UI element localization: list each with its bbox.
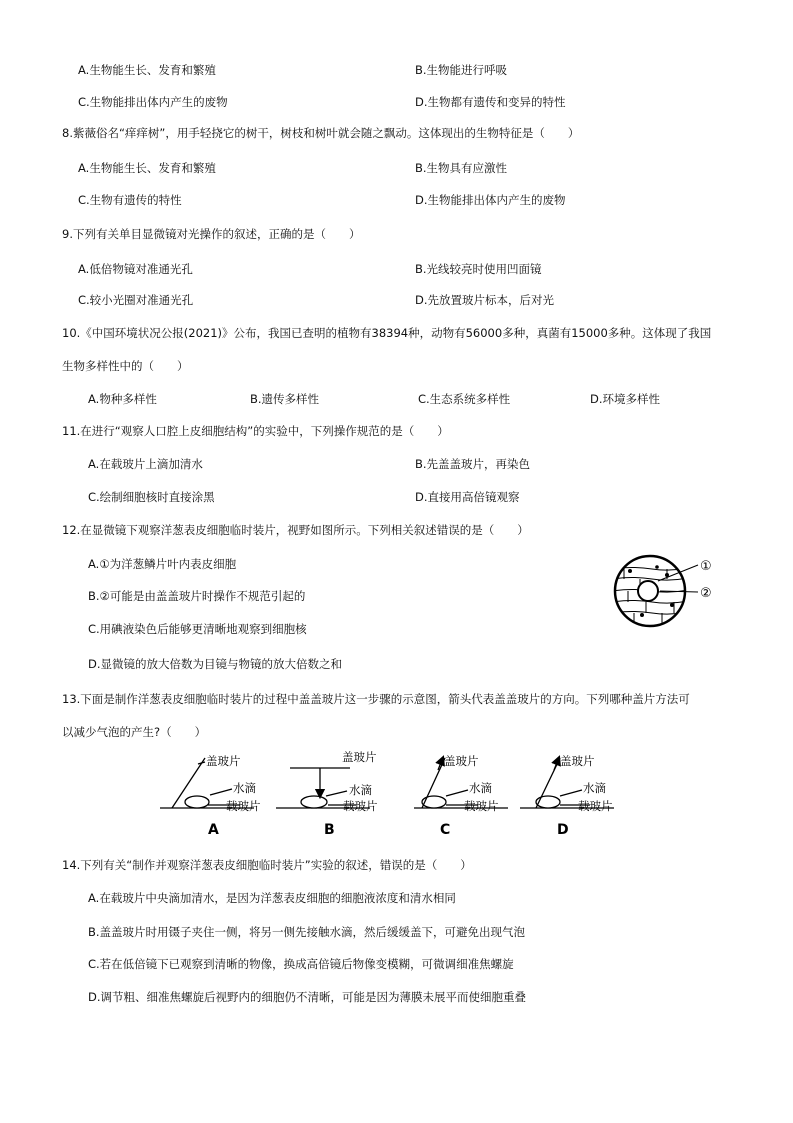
- q13-choice-c: C: [440, 822, 451, 838]
- q12-label-1: ①: [700, 559, 712, 574]
- air-bubble: [638, 581, 658, 601]
- q13-choice-d: D: [557, 822, 569, 838]
- q13-d-slide-label: 载玻片: [578, 799, 613, 813]
- q13-stem-line1: 13.下面是制作洋葱表皮细胞临时装片的过程中盖盖玻片这一步骤的示意图，箭头代表盖盖玻片的方向。下列哪种盖片方法可: [62, 692, 690, 706]
- q13-b-cover-label: 盖玻片: [342, 750, 377, 764]
- q9-option-c: C.较小光圈对准通光孔: [78, 293, 194, 307]
- q7-option-b: B.生物能进行呼吸: [415, 63, 508, 77]
- q10-stem-line2: 生物多样性中的（ ）: [62, 359, 189, 373]
- q10-option-c: C.生态系统多样性: [418, 392, 511, 406]
- q13-d-drop-label: 水滴: [583, 781, 606, 795]
- q7-option-d: D.生物都有遗传和变异的特性: [415, 95, 566, 109]
- q11-option-d: D.直接用高倍镜观察: [415, 490, 520, 504]
- q12-microscope-view-figure: [612, 545, 722, 645]
- q12-label-2: ②: [700, 586, 712, 601]
- q13-choice-b: B: [324, 822, 335, 838]
- q10-option-b: B.遗传多样性: [250, 392, 320, 406]
- q13-c-drop-label: 水滴: [469, 781, 492, 795]
- q7-option-a: A.生物能生长、发育和繁殖: [78, 63, 216, 77]
- q9-stem: 9.下列有关单目显微镜对光操作的叙述，正确的是（ ）: [62, 227, 361, 241]
- q14-option-c: C.若在低倍镜下已观察到清晰的物像，换成高倍镜后物像变模糊，可微调细准焦螺旋: [88, 957, 514, 971]
- q13-stem-line2: 以减少气泡的产生?（ ）: [62, 725, 207, 739]
- q10-option-a: A.物种多样性: [88, 392, 157, 406]
- q14-option-b: B.盖盖玻片时用镊子夹住一侧，将另一侧先接触水滴，然后缓缓盖下，可避免出现气泡: [88, 925, 526, 939]
- q13-a-cover-label: 盖玻片: [206, 754, 241, 768]
- q12-option-d: D.显微镜的放大倍数为目镜与物镜的放大倍数之和: [88, 657, 343, 671]
- q14-option-d: D.调节粗、细准焦螺旋后视野内的细胞仍不清晰，可能是因为薄膜未展平而使细胞重叠: [88, 990, 527, 1004]
- q13-c-cover-label: 盖玻片: [444, 754, 479, 768]
- q12-stem: 12.在显微镜下观察洋葱表皮细胞临时装片，视野如图所示。下列相关叙述错误的是（ ）: [62, 523, 529, 537]
- q13-c-slide-label: 载玻片: [464, 799, 499, 813]
- q13-a-slide-label: 载玻片: [226, 799, 261, 813]
- q13-cover-slip-diagram: [150, 748, 630, 840]
- q12-option-b: B.②可能是由盖盖玻片时操作不规范引起的: [88, 589, 306, 603]
- q11-stem: 11.在进行“观察人口腔上皮细胞结构”的实验中，下列操作规范的是（ ）: [62, 424, 449, 438]
- q14-stem: 14.下列有关“制作并观察洋葱表皮细胞临时装片”实验的叙述，错误的是（ ）: [62, 858, 472, 872]
- q8-option-c: C.生物有遗传的特性: [78, 193, 182, 207]
- q13-b-slide-label: 载玻片: [343, 799, 378, 813]
- q8-option-d: D.生物能排出体内产生的废物: [415, 193, 566, 207]
- q8-option-a: A.生物能生长、发育和繁殖: [78, 161, 216, 175]
- q13-b-drop-label: 水滴: [349, 783, 372, 797]
- q7-option-c: C.生物能排出体内产生的废物: [78, 95, 228, 109]
- q11-option-c: C.绘制细胞核时直接涂黑: [88, 490, 215, 504]
- q10-option-d: D.环境多样性: [590, 392, 661, 406]
- q9-option-d: D.先放置玻片标本，后对光: [415, 293, 555, 307]
- q9-option-a: A.低倍物镜对准通光孔: [78, 262, 193, 276]
- q12-option-c: C.用碘液染色后能够更清晰地观察到细胞核: [88, 622, 307, 636]
- q9-option-b: B.光线较亮时使用凹面镜: [415, 262, 542, 276]
- q12-option-a: A.①为洋葱鳞片叶内表皮细胞: [88, 557, 237, 571]
- q13-a-drop-label: 水滴: [233, 781, 256, 795]
- q13-d-cover-label: 盖玻片: [560, 754, 595, 768]
- q11-option-a: A.在载玻片上滴加清水: [88, 457, 203, 471]
- q11-option-b: B.先盖盖玻片，再染色: [415, 457, 531, 471]
- q8-stem: 8.紫薇俗名“痒痒树”，用手轻挠它的树干，树枝和树叶就会随之飘动。这体现出的生物特征是（ ）: [62, 126, 580, 140]
- q10-stem-line1: 10.《中国环境状况公报(2021)》公布，我国已查明的植物有38394种，动物有56000多种，真菌有15000多种。这体现了我国: [62, 326, 712, 340]
- q14-option-a: A.在载玻片中央滴加清水，是因为洋葱表皮细胞的细胞液浓度和清水相同: [88, 891, 456, 905]
- q13-choice-a: A: [208, 822, 219, 838]
- q8-option-b: B.生物具有应激性: [415, 161, 508, 175]
